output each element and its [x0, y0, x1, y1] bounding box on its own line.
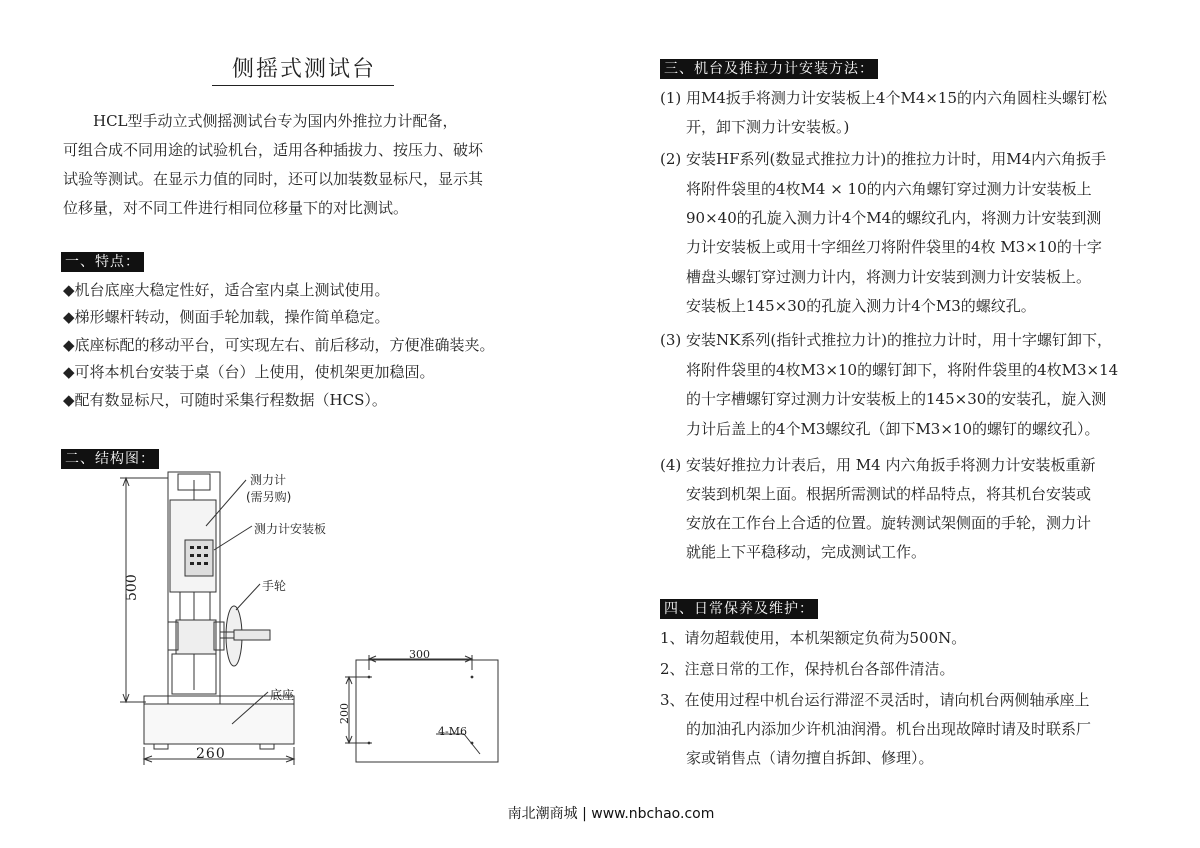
maintenance-line: 的加油孔内添加少许机油润滑。机台出现故障时请及时联系厂	[686, 720, 1092, 738]
install-line: 90×40的孔旋入测力计4个M4的螺纹孔内，将测力计安装到测	[686, 209, 1102, 227]
base-label: 底座	[270, 688, 295, 702]
install-line: (4) 安装好推拉力计表后，用 M4 内六角扳手将测力计安装板重新	[660, 456, 1096, 474]
install-line: (3) 安装NK系列(指针式推拉力计)的推拉力计时，用十字螺钉卸下，	[660, 331, 1113, 349]
maintenance-line: 家或销售点（请勿擅自拆卸、修理）。	[686, 749, 934, 767]
plate-drawing	[336, 650, 506, 765]
plate-width-dimension: 300	[409, 648, 430, 661]
page-title: 侧摇式测试台	[231, 57, 376, 82]
height-dimension: 500	[124, 574, 140, 601]
install-line: (2) 安装HF系列(数显式推拉力计)的推拉力计时，用M4内六角扳手	[660, 150, 1107, 168]
intro-line-1: HCL型手动立式侧摇测试台专为国内外推拉力计配备，	[93, 112, 458, 130]
section-features-heading: 一、特点：	[61, 252, 144, 272]
title-underline	[212, 85, 394, 86]
install-line: 的十字槽螺钉穿过测力计安装板上的145×30的安装孔，旋入测	[686, 390, 1107, 408]
install-line: 槽盘头螺钉穿过测力计内，将测力计安装到测力计安装板上。	[686, 268, 1092, 286]
gauge-note-label: (需另购)	[246, 490, 292, 504]
maintenance-line: 3、在使用过程中机台运行滞涩不灵活时，请向机台两侧轴承座上	[660, 691, 1090, 709]
intro-line-3: 试验等测试。在显示力值的同时，还可以加装数显标尺，显示其	[63, 170, 484, 188]
handwheel-label: 手轮	[262, 579, 287, 593]
plate-height-dimension: 200	[338, 703, 351, 724]
intro-line-4: 位移量，对不同工件进行相同位移量下的对比测试。	[63, 199, 409, 217]
install-line: (1) 用M4扳手将测力计安装板上4个M4×15的内六角圆柱头螺钉松	[660, 89, 1108, 107]
maintenance-line: 1、请勿超载使用，本机架额定负荷为500N。	[660, 629, 967, 647]
gauge-label: 测力计	[250, 473, 287, 487]
install-line: 安放在工作台上合适的位置。旋转测试架侧面的手轮，测力计	[686, 514, 1092, 532]
width-dimension: 260	[196, 746, 226, 762]
install-line: 将附件袋里的4枚M3×10的螺钉卸下，将附件袋里的4枚M3×14	[686, 361, 1119, 379]
feature-item: ◆机台底座大稳定性好，适合室内桌上测试使用。	[63, 281, 390, 299]
maintenance-line: 2、注意日常的工作，保持机台各部件清洁。	[660, 660, 955, 678]
feature-item: ◆底座标配的移动平台，可实现左右、前后移动，方便准确装夹。	[63, 336, 495, 354]
install-line: 力计安装板上或用十字细丝刀将附件袋里的4枚 M3×10的十字	[686, 238, 1102, 256]
install-line: 将附件袋里的4枚M4 × 10的内六角螺钉穿过测力计安装板上	[686, 180, 1092, 198]
section-install-heading: 三、机台及推拉力计安装方法：	[660, 59, 878, 79]
install-line: 就能上下平稳移动，完成测试工作。	[686, 543, 927, 561]
mount-plate-label: 测力计安装板	[254, 522, 327, 536]
feature-item: ◆可将本机台安装于桌（台）上使用，使机架更加稳固。	[63, 363, 435, 381]
intro-line-2: 可组合成不同用途的试验机台，适用各种插拔力、按压力、破坏	[63, 141, 484, 159]
footer-link[interactable]: 南北潮商城 | www.nbchao.com	[507, 806, 715, 822]
holes-label: 4-M6	[438, 725, 467, 738]
install-line: 安装到机架上面。根据所需测试的样品特点，将其机台安装或	[686, 485, 1092, 503]
install-line: 力计后盖上的4个M3螺纹孔（卸下M3×10的螺钉的螺纹孔）。	[686, 420, 1100, 438]
install-line: 开，卸下测力计安装板。)	[686, 118, 850, 136]
feature-item: ◆配有数显标尺，可随时采集行程数据（HCS）。	[63, 391, 387, 409]
section-structure-heading: 二、结构图：	[61, 449, 159, 469]
section-maintenance-heading: 四、日常保养及维护：	[660, 599, 818, 619]
install-line: 安装板上145×30的孔旋入测力计4个M3的螺纹孔。	[686, 297, 1036, 315]
feature-item: ◆梯形螺杆转动，侧面手轮加载，操作简单稳定。	[63, 308, 390, 326]
